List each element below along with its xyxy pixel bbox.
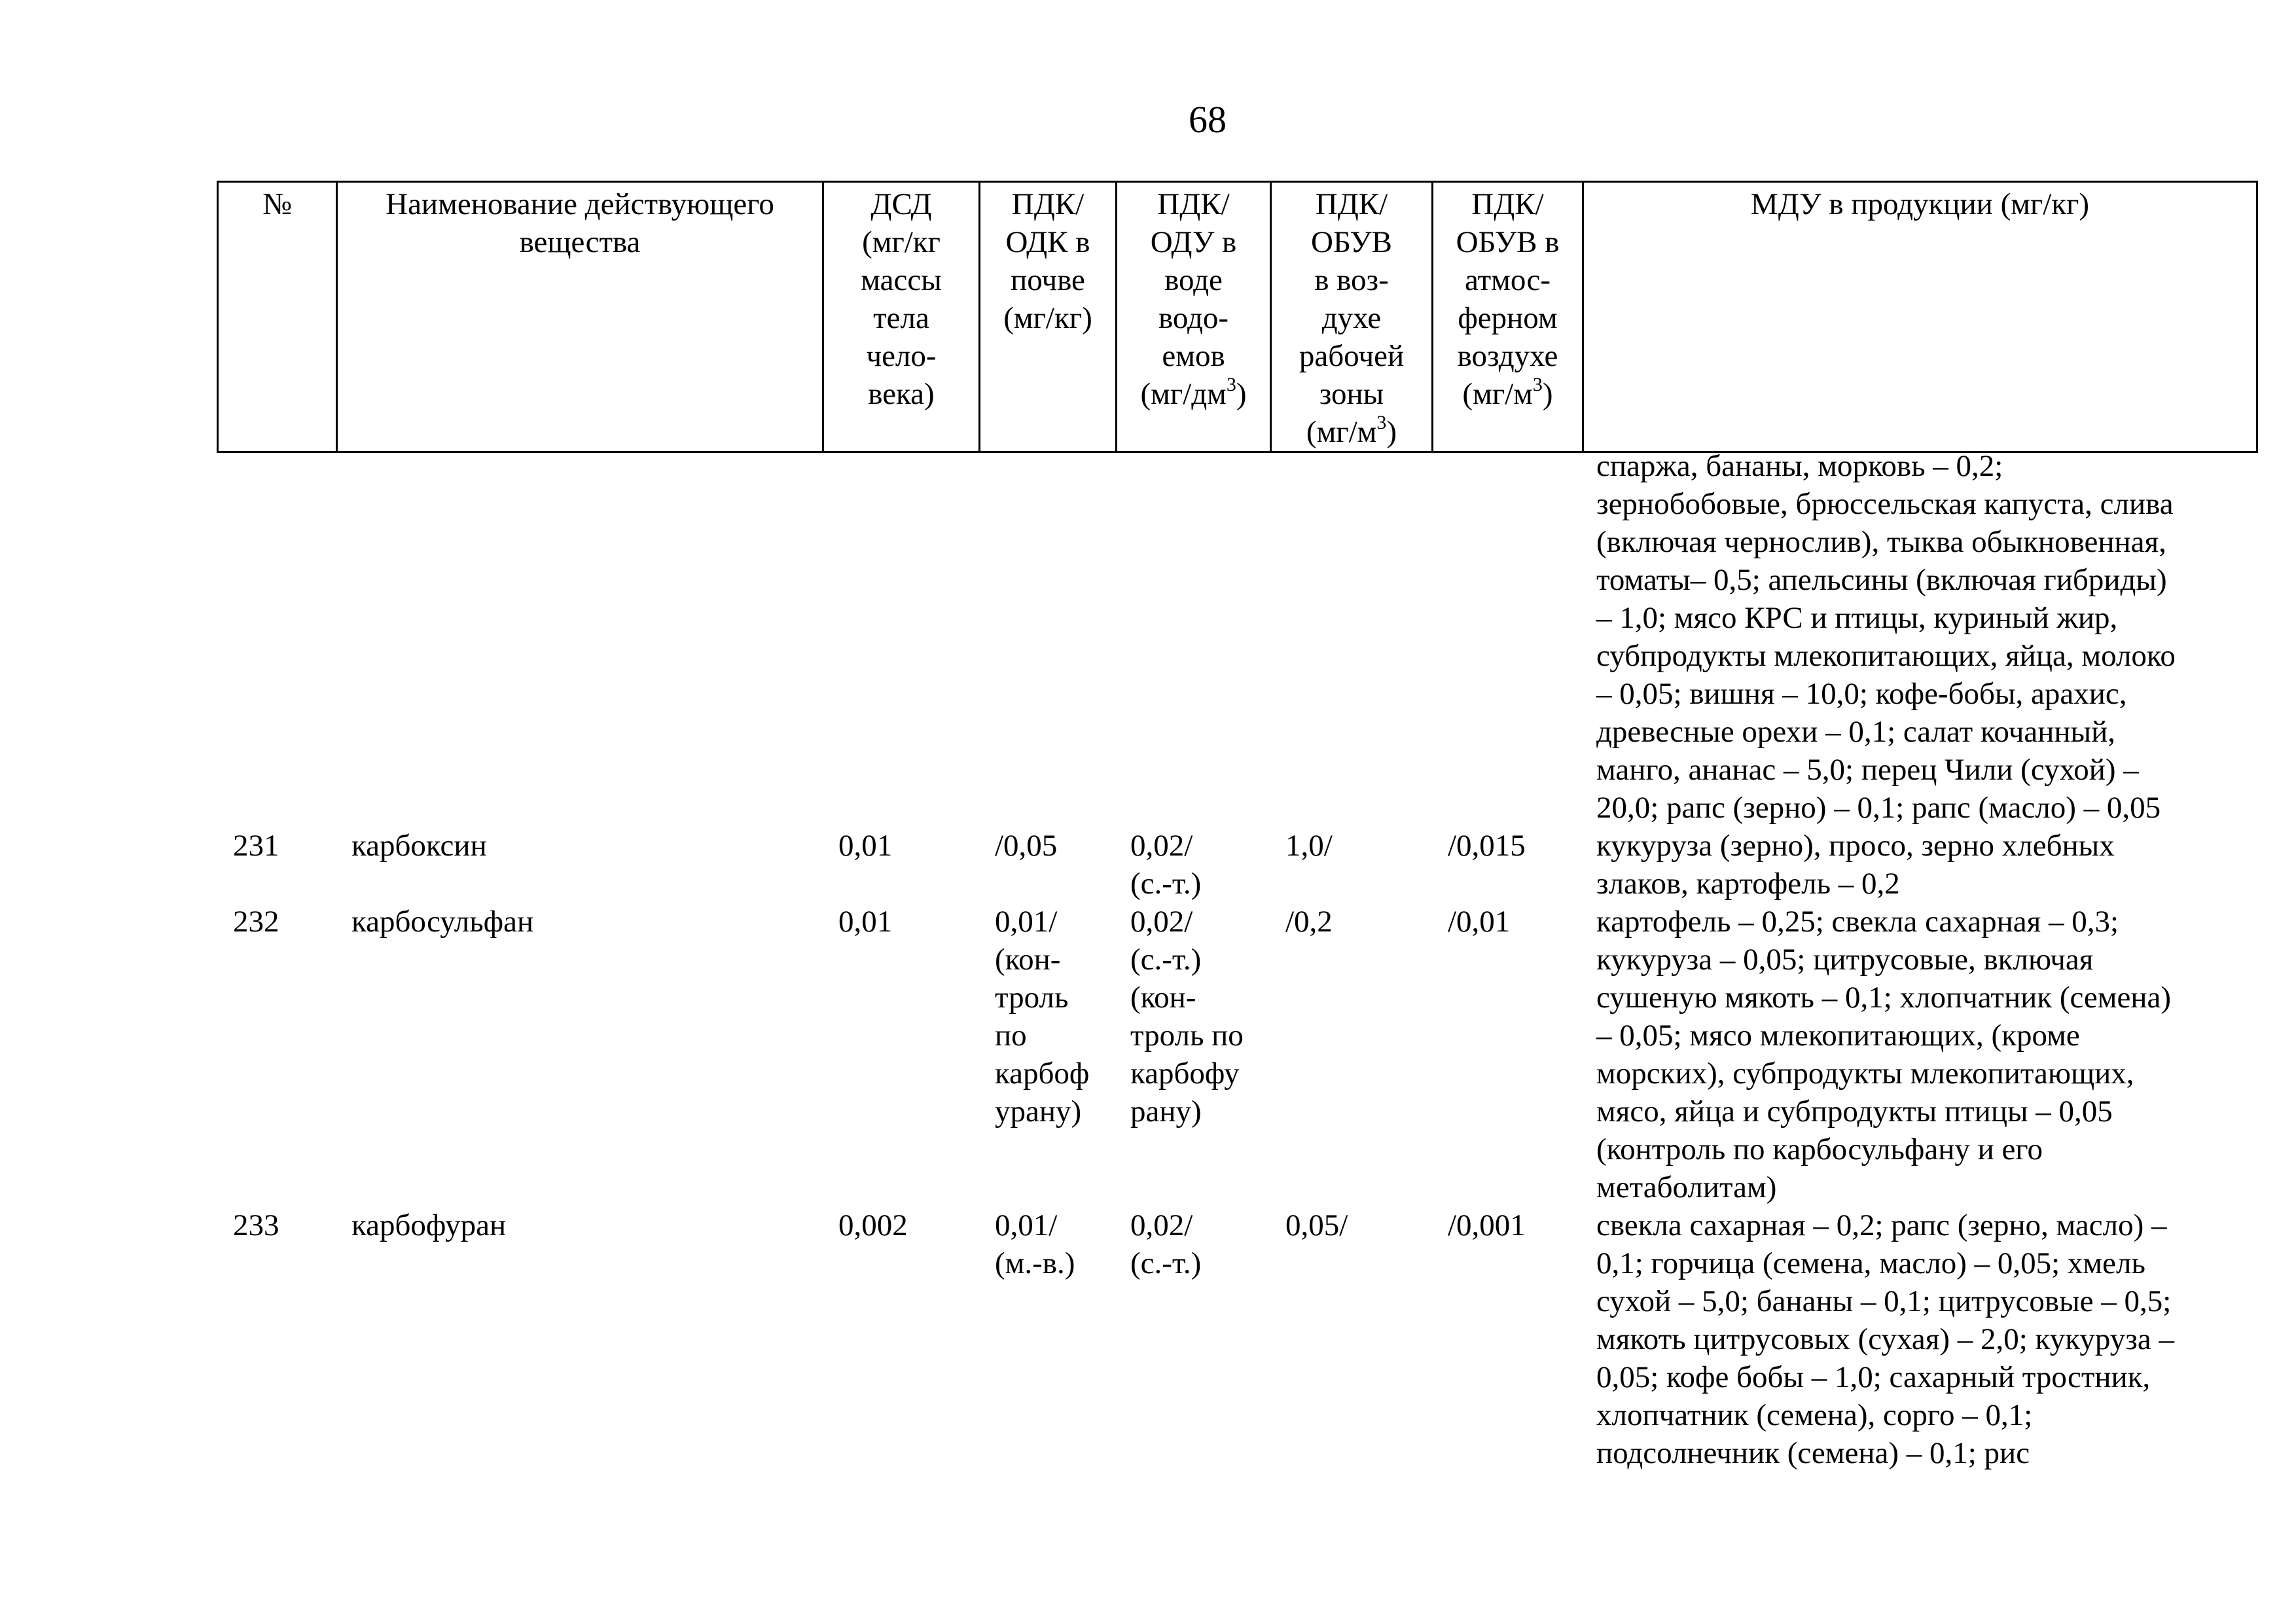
mdu-value: свекла сахарная – 0,2; рапс (зерно, масло) – 0,1; горчица (семена, масло) – 0,05; хмель сухой – 5,0; бананы – 0,1; цитрусовые – 0,5; мякоть цитрусовых (сухая) – 2,0; кукуруза – 0,05; кофе бобы – 1,0; сахарный тростник, хлопчатник (семена), сорго – 0,1; подсолнечник (семена) – 0,1; рис: [1596, 1208, 2174, 1470]
dsd-value: 0,01: [838, 905, 893, 939]
pdk-soil-value: /0,05: [995, 829, 1058, 863]
header-substance-name: Наименование действующего вещества: [337, 182, 823, 452]
pdk-work-air-value: 1,0/: [1285, 829, 1333, 863]
table-header: [217, 181, 2258, 453]
dsd-value: 0,01: [838, 829, 893, 863]
header-pdk-water: ПДК/ ОДУ в воде водо- емов $(мг/дм^3)$: [1117, 182, 1271, 452]
page-number: 68: [1189, 98, 1227, 141]
table-row: [217, 903, 2256, 1206]
pdk-atm-air-value: /0,015: [1448, 829, 1526, 863]
row-number: 232: [233, 905, 279, 939]
table-row: [217, 1206, 2256, 1472]
pdk-soil-value: 0,01/ (м.-в.): [995, 1208, 1075, 1280]
pdk-work-air-value: 0,05/: [1285, 1208, 1348, 1242]
substance-name: карбофуран: [351, 1208, 507, 1242]
table-row: [217, 447, 2256, 827]
row-number: 233: [233, 1208, 279, 1242]
pdk-atm-air-value: /0,001: [1448, 1208, 1526, 1242]
mdu-value: кукуруза (зерно), просо, зерно хлебных злаков, картофель – 0,2: [1596, 829, 2115, 901]
pdk-work-air-value: [1270, 447, 1431, 827]
pdk-water-value: 0,02/ (с.-т.) (кон- троль по карбофу рану): [1130, 905, 1244, 1128]
substance-name: [336, 447, 822, 827]
header-dsd: ДСД (мг/кг массы тела чело- века): [823, 182, 980, 452]
substance-name: карбоксин: [351, 829, 487, 863]
row-number: 231: [233, 829, 279, 863]
row-number: [217, 447, 336, 827]
pdk-atm-air-value: /0,01: [1448, 905, 1511, 939]
dsd-value: 0,002: [838, 1208, 908, 1242]
header-mdu: МДУ в продукции (мг/кг): [1583, 182, 2257, 452]
pdk-soil-value: 0,01/ (кон- троль по карбоф урану): [995, 905, 1090, 1128]
mdu-value: спаржа, бананы, морковь – 0,2; зернобобовые, брюссельская капуста, слива (включая чернослив), тыква обыкновенная, томаты– 0,5; апельсины (включая гибриды) – 1,0; мясо КРС и птицы, куриный жир, субпродукты млекопитающих, яйца, молоко – 0,05; вишня – 10,0; кофе-бобы, арахис, древесные орехи – 0,1; салат кочанный, манго, ананас – 5,0; перец Чили (сухой) – 20,0; рапс (зерно) – 0,1; рапс (масло) – 0,05: [1596, 449, 2176, 825]
mdu-value: картофель – 0,25; свекла сахарная – 0,3; кукуруза – 0,05; цитрусовые, включая сушеную мякоть – 0,1; хлопчатник (семена) – 0,05; мясо млекопитающих, (кроме морских), субпродукты млекопитающих, мясо, яйца и субпродукты птицы – 0,05 (контроль по карбосульфану и его метаболитам): [1596, 905, 2172, 1204]
table-row: [217, 827, 2256, 903]
header-pdk-atm-air: ПДК/ ОБУВ в атмос- ферном воздухе $(мг/м^3)$: [1433, 182, 1583, 452]
pdk-water-value: [1115, 447, 1270, 827]
pdk-water-value: 0,02/ (с.-т.): [1130, 829, 1202, 901]
pdk-soil-value: [978, 447, 1115, 827]
dsd-value: [822, 447, 978, 827]
header-pdk-soil: ПДК/ ОДК в почве (мг/кг): [980, 182, 1117, 452]
substance-name: карбосульфан: [351, 905, 534, 939]
pdk-atm-air-value: [1431, 447, 1582, 827]
header-pdk-work-air: ПДК/ ОБУВ в воз- духе рабочей зоны $(мг/м^3)$: [1271, 182, 1433, 452]
pdk-water-value: 0,02/ (с.-т.): [1130, 1208, 1202, 1280]
table-body: [217, 447, 2256, 1472]
header-number: №: [218, 182, 337, 452]
pdk-work-air-value: /0,2: [1285, 905, 1333, 939]
